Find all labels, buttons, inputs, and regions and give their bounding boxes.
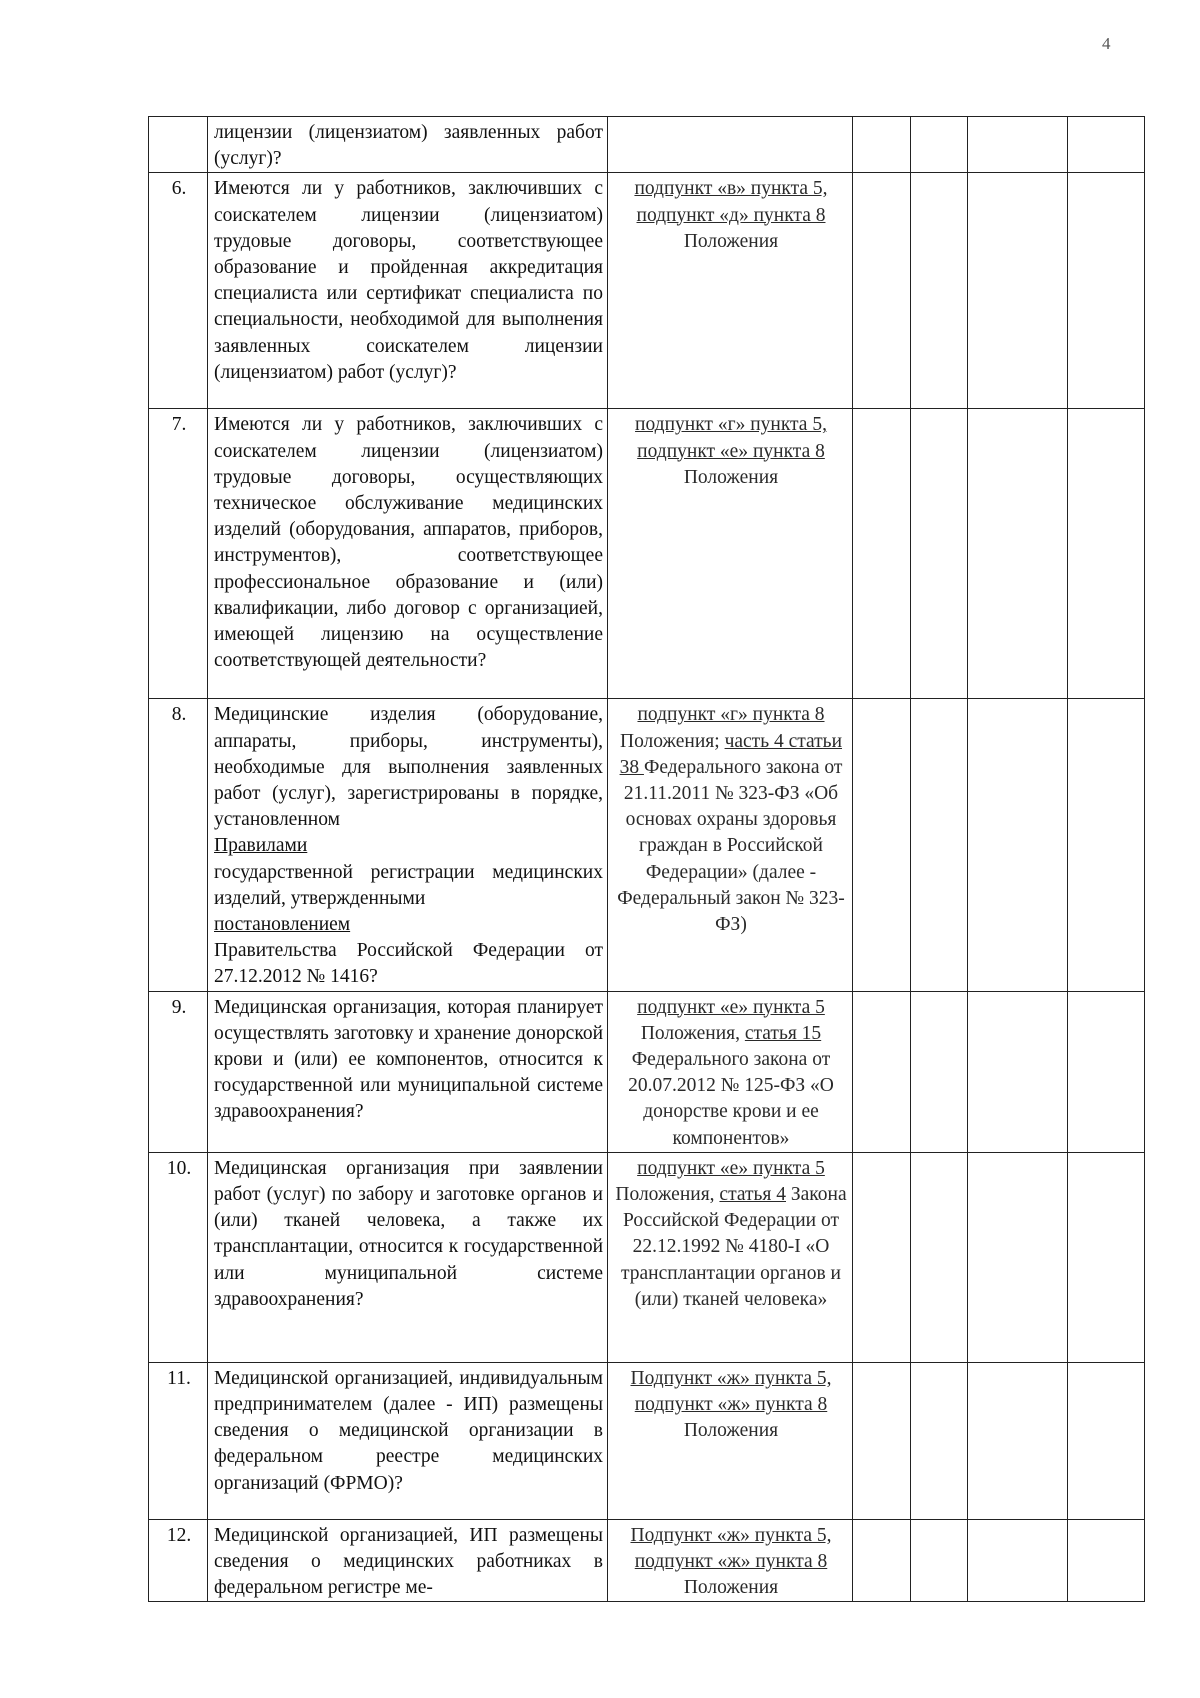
row-number: 10. — [149, 1152, 208, 1362]
reference-link: часть 4 статьи 38 — [619, 730, 843, 778]
reference-text: Положения — [683, 466, 779, 488]
answer-cell — [853, 1362, 911, 1519]
reference-link: статья 4 — [719, 1184, 786, 1206]
answer-cell — [968, 1519, 1068, 1602]
legal-reference — [608, 117, 853, 173]
reference-link: подпункт «д» пункта 8 — [636, 204, 826, 226]
row-number: 12. — [149, 1519, 208, 1602]
answer-cell — [911, 699, 968, 991]
answer-cell — [968, 1152, 1068, 1362]
reference-text: Федерального закона от 21.11.2011 № 323-ФЗ «Об основах охраны здоровья граждан в Российской Федерации» (далее - Федеральный закон № 323-ФЗ) — [617, 756, 845, 936]
requirement-question: Медицинская организация, которая планирует осуществлять заготовку и хранение донорской крови и (или) ее компонентов, относится к государственной или муниципальной системе здравоохранения? — [208, 991, 608, 1152]
reference-text: Положения — [683, 1420, 779, 1442]
row-number: 6. — [149, 173, 208, 409]
reference-link: подпункт «е» пункта 5 — [637, 996, 825, 1018]
requirement-question: Медицинская организация при заявлении работ (услуг) по забору и заготовке органов и (или) тканей человека, а также их трансплантации, относится к государственной или муниципальной системе здравоохранения? — [208, 1152, 608, 1362]
legal-reference — [608, 699, 853, 991]
requirement-question: лицензии (лицензиатом) заявленных работ (услуг)? — [208, 117, 608, 173]
answer-cell — [853, 409, 911, 699]
legal-reference — [608, 1152, 853, 1362]
answer-cell — [1068, 409, 1145, 699]
row-number: 8. — [149, 699, 208, 991]
reference-link: подпункт «г» пункта 8 — [637, 704, 825, 726]
reference-link: подпункт «в» пункта 5, — [634, 178, 828, 200]
answer-cell — [911, 173, 968, 409]
answer-cell — [853, 991, 911, 1152]
answer-cell — [968, 1362, 1068, 1519]
answer-cell — [911, 1519, 968, 1602]
legal-reference — [608, 1519, 853, 1602]
reference-link: Подпункт «ж» пункта 5, подпункт «ж» пункта 8 — [630, 1367, 832, 1416]
checklist-table — [148, 116, 1145, 1602]
table-row — [149, 173, 1145, 409]
table-row — [149, 409, 1145, 699]
requirement-question: Имеются ли у работников, заключивших с соискателем лицензии (лицензиатом) трудовые договоры, соответствующее образование и пройденная аккредитация специалиста или сертификат специалиста по специальности, необходимой для выполнения заявленных соискателем лицензии (лицензиатом) работ (услуг)? — [208, 173, 608, 409]
reference-link: подпункт «е» пункта 8 — [637, 440, 825, 462]
reference-text: Положения — [683, 230, 779, 252]
answer-cell — [968, 409, 1068, 699]
answer-cell — [911, 991, 968, 1152]
reference-text: Положения — [683, 1577, 779, 1599]
legal-reference — [608, 173, 853, 409]
answer-cell — [1068, 1152, 1145, 1362]
answer-cell — [1068, 117, 1145, 173]
reference-text: Положения, — [640, 1022, 745, 1044]
legal-reference — [608, 409, 853, 699]
answer-cell — [968, 117, 1068, 173]
answer-cell — [853, 173, 911, 409]
reference-link: статья 15 — [744, 1022, 822, 1044]
page-number: 4 — [1102, 34, 1111, 53]
requirement-question: Медицинской организацией, индивидуальным предпринимателем (далее - ИП) размещены сведения о медицинской организации в федеральном реестре медицинских организаций (ФРМО)? — [208, 1362, 608, 1519]
reference-link: подпункт «е» пункта 5 — [637, 1157, 825, 1179]
requirement-question: Имеются ли у работников, заключивших с соискателем лицензии (лицензиатом) трудовые договоры, осуществляющих техническое обслуживание медицинских изделий (оборудования, аппаратов, приборов, инструментов), соответствующее профессиональное образование и (или) квалификации, либо договор с организацией, имеющей лицензию на осуществление соответствующей деятельности? — [208, 409, 608, 699]
reference-text: Закона Российской Федерации от 22.12.1992 № 4180-I «О трансплантации органов и (или) тканей человека» — [621, 1184, 847, 1310]
answer-cell — [853, 1519, 911, 1602]
answer-cell — [853, 117, 911, 173]
answer-cell — [1068, 1362, 1145, 1519]
row-number: 9. — [149, 991, 208, 1152]
reference-text: Положения; — [619, 730, 725, 752]
reference-text: Положения, — [615, 1184, 720, 1206]
answer-cell — [911, 409, 968, 699]
answer-cell — [1068, 699, 1145, 991]
answer-cell — [853, 699, 911, 991]
resolution-link: постановлением — [214, 914, 351, 936]
answer-cell — [853, 1152, 911, 1362]
answer-cell — [1068, 991, 1145, 1152]
row-number — [149, 117, 208, 173]
answer-cell — [968, 991, 1068, 1152]
answer-cell — [1068, 173, 1145, 409]
row-number: 11. — [149, 1362, 208, 1519]
answer-cell — [911, 1152, 968, 1362]
table-row — [149, 1152, 1145, 1362]
table-row — [149, 699, 1145, 991]
table-row — [149, 1362, 1145, 1519]
rules-link: Правилами — [214, 835, 308, 857]
reference-link: подпункт «г» пункта 5, — [635, 414, 827, 436]
reference-link: Подпункт «ж» пункта 5, подпункт «ж» пункта 8 — [630, 1524, 832, 1573]
table-row — [149, 1519, 1145, 1602]
answer-cell — [911, 117, 968, 173]
requirement-question: Медицинской организацией, ИП размещены сведения о медицинских работниках в федеральном регистре ме- — [208, 1519, 608, 1602]
legal-reference — [608, 1362, 853, 1519]
legal-reference — [608, 991, 853, 1152]
reference-text: Федерального закона от 20.07.2012 № 125-ФЗ «О донорстве крови и ее компонентов» — [628, 1049, 834, 1149]
answer-cell — [968, 699, 1068, 991]
answer-cell — [1068, 1519, 1145, 1602]
answer-cell — [968, 173, 1068, 409]
requirement-question: Медицинские изделия (оборудование, аппараты, приборы, инструменты), необходимые для выполнения заявленных работ (услуг), зарегистрированы в порядке, установленном Правилами государственной регистрации медицинских изделий, утвержденными постановлением Правительства Российской Федерации от 27.12.2012 № 1416? — [208, 699, 608, 991]
table-row — [149, 991, 1145, 1152]
answer-cell — [911, 1362, 968, 1519]
row-number: 7. — [149, 409, 208, 699]
table-row — [149, 117, 1145, 173]
